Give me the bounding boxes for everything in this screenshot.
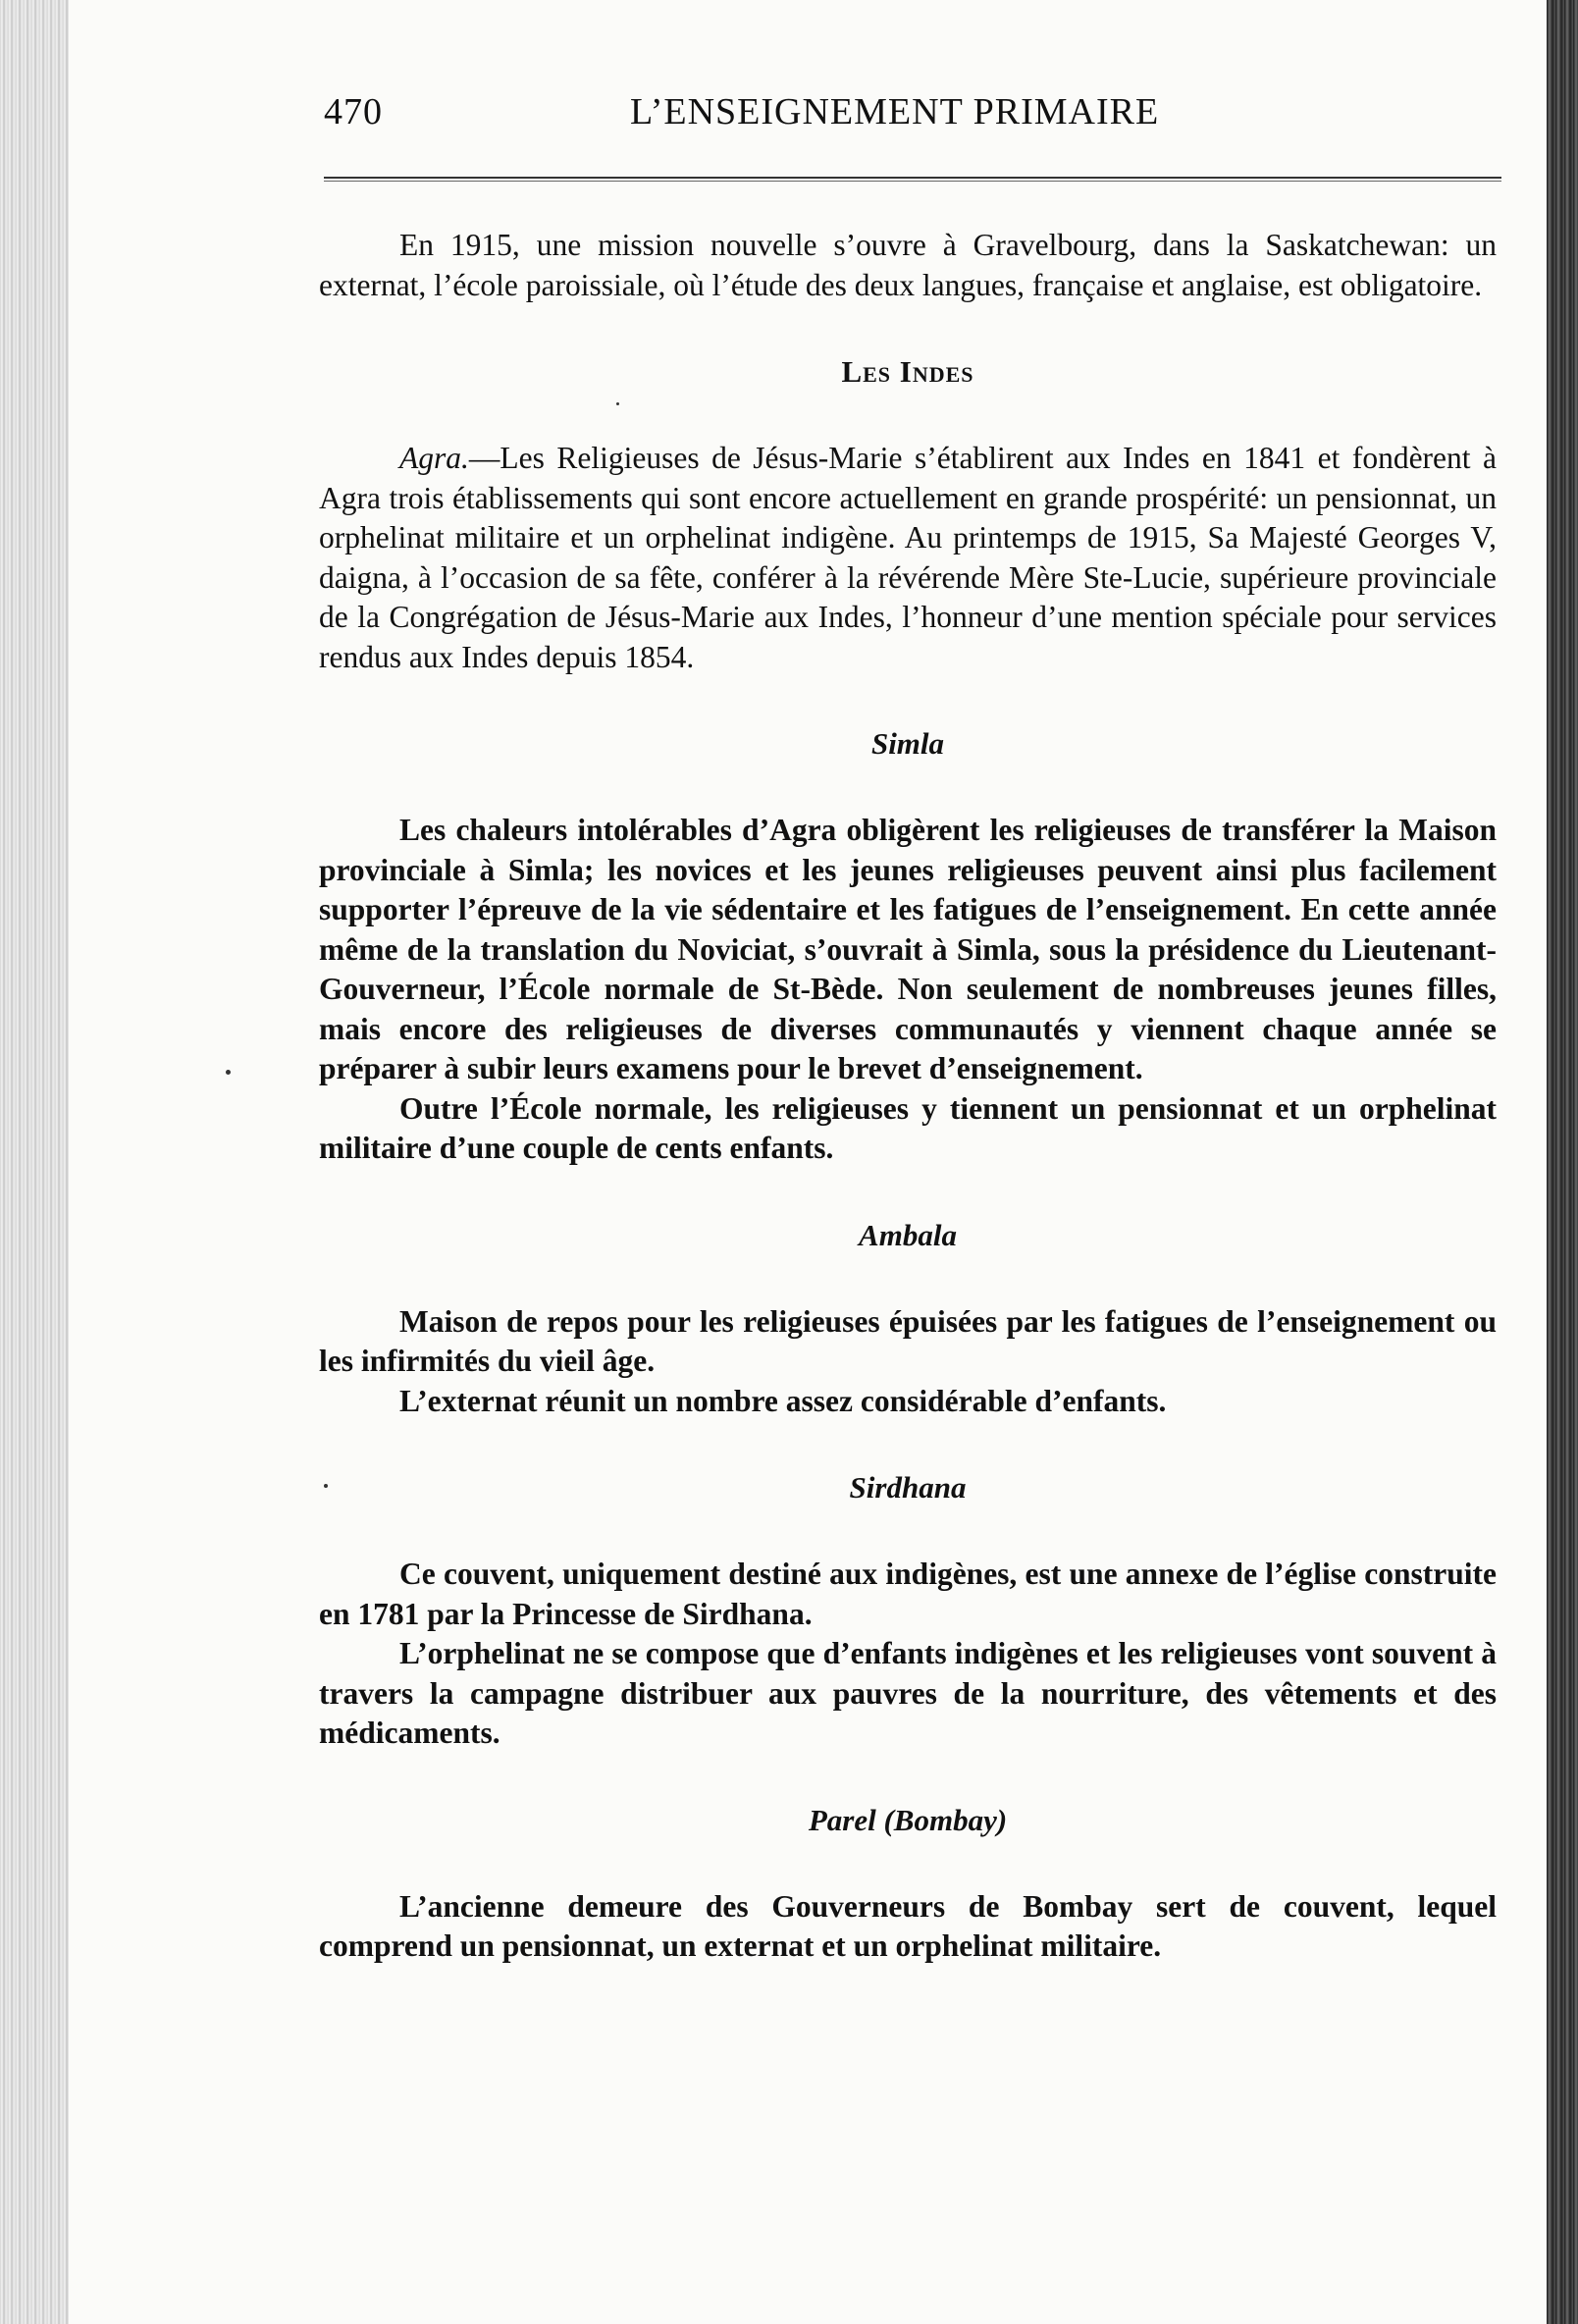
paragraph-simla-1: Les chaleurs intolérables d’Agra obligèrent les religieuses de transférer la Maison provinciale à Simla; les novices et les jeunes religieuses peuvent ainsi plus facilement supporter l’épreuve de la vie sédentaire et les fatigues de l’enseignement. En cette année même de la translation du Noviciat, s’ouvrait à Simla, sous la présidence du Lieutenant-Gouverneur, l’École normale de St-Bède. Non seulement de nombreuses jeunes filles, mais encore des religieuses de diverses communautés y viennent chaque année se préparer à subir leurs examens pour le brevet d’enseignement. xyxy=(319,813,1497,1085)
paragraph-sirdhana-1: Ce couvent, uniquement destiné aux indigènes, est une annexe de l’église construite en 1781 par la Princesse de Sirdhana. xyxy=(319,1557,1497,1631)
paragraph-agra-text: —Les Religieuses de Jésus-Marie s’établirent aux Indes en 1841 et fondèrent à Agra trois établissements qui sont encore actuellement en grande prospérité: un pensionnat, un orphelinat militaire et un orphelinat indigène. Au printemps de 1915, Sa Majesté Georges V, daigna, à l’occasion de sa fête, conférer à la révérende Mère Ste-Lucie, supérieure provinciale de la Congrégation de Jésus-Marie aux Indes, l’honneur d’une mention spéciale pour services rendus aux Indes depuis 1854. xyxy=(319,441,1497,674)
paragraph-sirdhana-2: L’orphelinat ne se compose que d’enfants indigènes et les religieuses vont souvent à travers la campagne distribuer aux pauvres de la nourriture, des vêtements et des médicaments. xyxy=(319,1636,1497,1750)
paragraph-simla-2: Outre l’École normale, les religieuses y tiennent un pensionnat et un orphelinat militaire d’une couple de cents enfants. xyxy=(319,1090,1497,1165)
page-header xyxy=(324,90,1501,139)
paragraph-agra xyxy=(319,439,1497,677)
page-number: 470 xyxy=(324,91,383,132)
section-heading-simla: Simla xyxy=(870,726,945,761)
place-name-agra: Agra. xyxy=(399,441,469,475)
section-heading-sirdhana: Sirdhana xyxy=(849,1470,967,1505)
section-heading-parel: Parel (Bombay) xyxy=(808,1802,1008,1837)
book-spine-edge xyxy=(0,0,69,2324)
scan-speck xyxy=(616,402,619,405)
paragraph-ambala-1: Maison de repos pour les religieuses épuisées par les fatigues de l’enseignement ou les infirmités du vieil âge. xyxy=(319,1303,1497,1378)
running-title: L’ENSEIGNEMENT PRIMAIRE xyxy=(630,91,1160,132)
paragraph-ambala-2: L’externat réunit un nombre assez considérable d’enfants. xyxy=(399,1383,1167,1418)
header-rule xyxy=(324,177,1501,182)
scan-speck xyxy=(324,1484,328,1488)
paragraph-parel: L’ancienne demeure des Gouverneurs de Bombay sert de couvent, lequel comprend un pensionnat, un externat et un orphelinat militaire. xyxy=(319,1888,1497,1963)
paragraph-gravelbourg: En 1915, une mission nouvelle s’ouvre à Gravelbourg, dans la Saskatchewan: un externat, l’école paroissiale, où l’étude des deux langues, française et anglaise, est obligatoire. xyxy=(319,228,1497,302)
section-heading-ambala: Ambala xyxy=(859,1217,957,1252)
page-body xyxy=(319,226,1497,1967)
section-heading-indes: Les Indes xyxy=(841,354,974,389)
book-right-edge xyxy=(1547,0,1578,2324)
scan-speck xyxy=(226,1070,231,1075)
